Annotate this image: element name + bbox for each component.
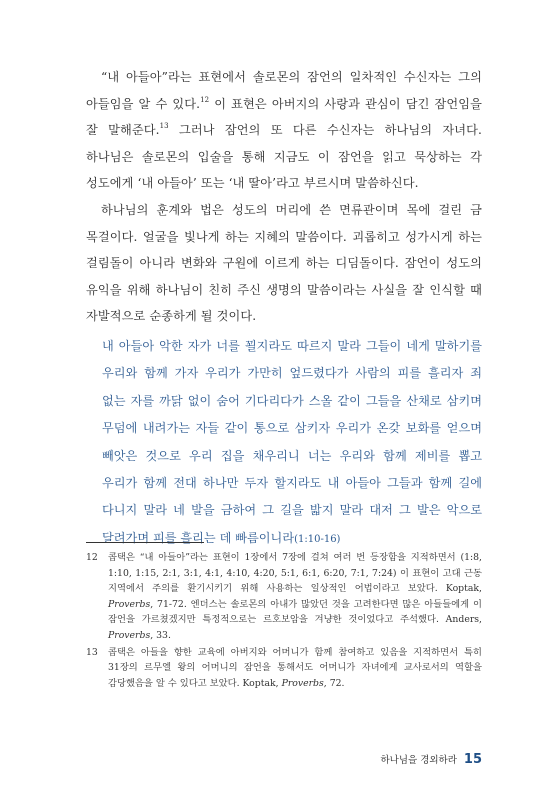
footnote-ref-12[interactable]: 12	[200, 95, 210, 104]
running-title: 하나님을 경외하라	[380, 755, 457, 766]
footnote-ref-13[interactable]: 13	[159, 122, 169, 131]
footnote-text: , 71-72. 엔더스는 솔로몬의 아내가 많았던 것을 고려한다면 많은 아들들에게 이 잠언을 가르쳤겠지만 특정적으로는 르호보암을 겨냥한 것이었다고 주석했다. Anders,	[108, 598, 482, 626]
footnote-13	[86, 645, 482, 692]
book-title: Proverbs	[108, 629, 151, 641]
footnotes	[86, 550, 482, 692]
footnote-text: , 33.	[150, 629, 171, 641]
footnote-number: 12	[86, 552, 98, 563]
scripture-quote	[102, 333, 482, 553]
paragraph-text: 그러나 잠언의 또 다른 수신자는 하나님의 자녀다. 하나님은 솔로몬의 입술을 통해 지금도 이 잠언을 읽고 묵상하는 각 성도에게 ‘내 아들아’ 또는 ‘내 딸아’라고 부르시며 말씀하신다.	[86, 123, 482, 191]
footnote-divider	[86, 542, 204, 543]
book-title: Proverbs	[281, 677, 324, 689]
book-title: Proverbs	[108, 598, 151, 610]
paragraph-text: 이 표현은 아버지의 사랑과 관심이 담긴 잠언임을 잘 말해준다.	[86, 96, 483, 138]
paragraph-text: 하나님의 훈계와 법은 성도의 머리에 쓴 면류관이며 목에 걸린 금 목걸이다. 얼굴을 빛나게 하는 지혜의 말씀이다. 괴롭히고 성가시게 하는 걸림돌이 아니라 변화와 구원에 이르게 하는 디딤돌이다. 잠언이 성도의 유익을 위해 하나님이 친히 주신 생명의 말씀이라는 사실을 잘 인식할 때 자발적으로 순종하게 될 것이다.	[86, 202, 482, 324]
footnote-text: 콥택은 아들을 향한 교육에 아버지와 어머니가 함께 참여하고 있음을 지적하면서 특히 31장의 르무엘 왕의 어머니의 잠언을 통해서도 어머니가 자녀에게 교사로서의 역할을 감당했음을 알 수 있다고 보았다. Koptak,	[108, 646, 482, 689]
page-footer	[380, 748, 482, 767]
paragraph-text: “내 아들아”라는 표현에서 솔로몬의 잠언의 일차적인 수신자는 그의 아들임을 알 수 있다.	[86, 70, 482, 111]
footnote-12	[86, 550, 482, 644]
page-number: 15	[463, 752, 482, 767]
quote-reference: (1:10-16)	[294, 533, 341, 545]
footnote-number: 13	[86, 646, 98, 658]
body-text	[86, 64, 482, 330]
paragraph	[86, 197, 482, 330]
quote-text: 내 아들아 악한 자가 너를 꾈지라도 따르지 말라 그들이 네게 말하기를 우리와 함께 가자 우리가 가만히 엎드렸다가 사람의 피를 흘리자 죄 없는 자를 까닭 없이 숨어 기다리다가 스올 같이 그들을 산채로 삼키며 무덤에 내려가는 자들 같이 통으로 삼키자 우리가 온갖 보화를 얻으며 빼앗은 것으로 우리 집을 채우리니 너는 우리와 함께 제비를 뽑고 우리가 함께 전대 하나만 두자 할지라도 내 아들아 그들과 함께 길에 다니지 말라 네 발을 금하여 그 길을 밟지 말라 대저 그 발은 악으로 달려가며 피를 흘리는 데 빠름이니라	[102, 339, 482, 545]
paragraph	[86, 64, 482, 197]
footnote-text: , 72.	[323, 677, 345, 689]
footnote-text: 콥택은 “내 아들아”라는 표현이 1장에서 7장에 걸쳐 여러 번 등장함을 지적하면서 (1:8, 1:10, 1:15, 2:1, 3:1, 4:1, 4:10, 4:20, 5:1, 6:1, 6:20, 7:1, 7:24) 이 표현이 고대 근동 지역에서 주의를 환기시키기 위해 사용하는 일상적인 어법이라고 보았다. Koptak,	[108, 552, 482, 595]
